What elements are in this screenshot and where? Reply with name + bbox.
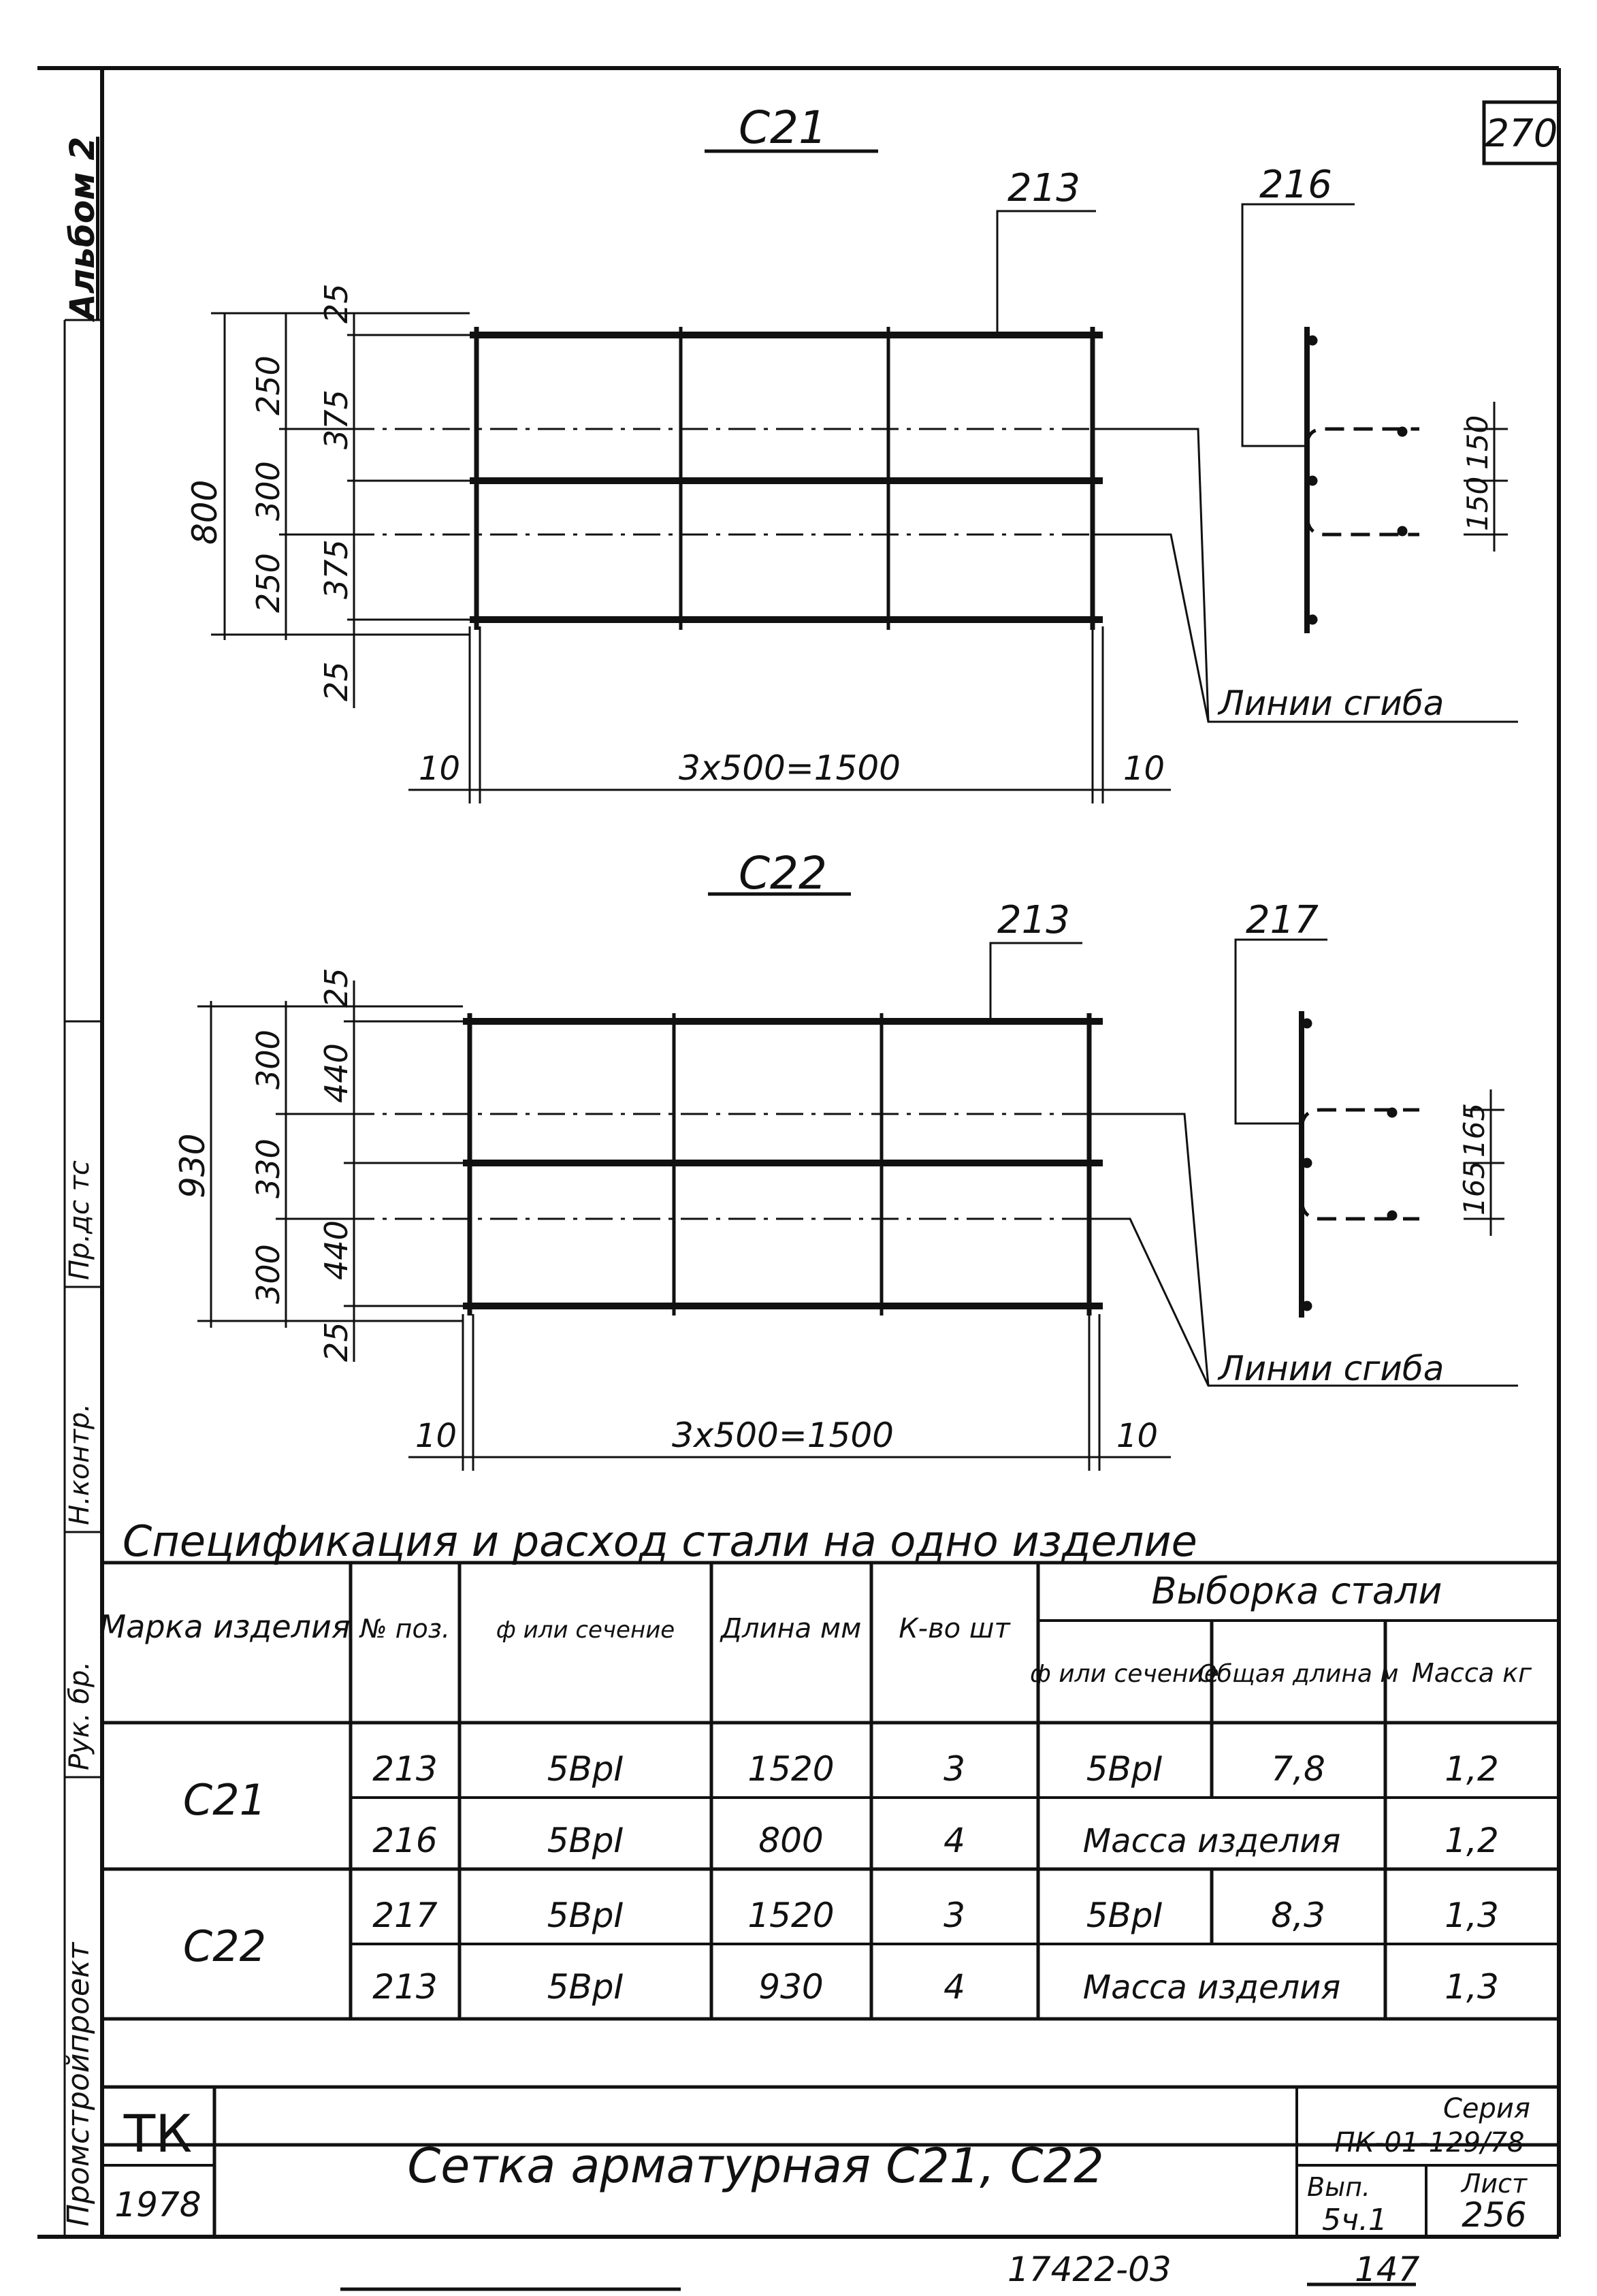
c22-section-dim-1: 165 xyxy=(1457,1160,1491,1215)
c22-section-dim-2: 165 xyxy=(1457,1102,1491,1158)
dims-left-c22 xyxy=(197,980,463,1362)
table-row xyxy=(372,1967,1498,2007)
header-selection: Выборка стали xyxy=(1151,1569,1442,1612)
title-year: 1978 xyxy=(114,2185,201,2225)
c21-bend-label: Линии сгиба xyxy=(1219,684,1445,723)
c22-dim-left-3: 300 xyxy=(250,1244,287,1304)
album-label: Альбом 2 xyxy=(63,136,102,320)
leaders-c21 xyxy=(997,204,1355,446)
cell-sel-mass: 1,3 xyxy=(1445,1896,1499,1935)
header-sel-length: Общая длина м xyxy=(1197,1660,1399,1688)
header-sel-section: ф или сечение xyxy=(1030,1660,1219,1688)
title-org: ТК xyxy=(123,2103,193,2164)
c21-section-dim-1: 150 xyxy=(1461,476,1494,531)
cell-count: 4 xyxy=(943,1967,965,2007)
c22-dim-bottom-right: 10 xyxy=(1116,1417,1159,1455)
cell-sel-mass: 1,2 xyxy=(1445,1749,1499,1789)
header-mark: Марка изделия xyxy=(99,1608,351,1645)
spec-table-header xyxy=(99,1569,1532,1688)
drawing-c21 xyxy=(185,101,1518,803)
c21-dim-right-4: 25 xyxy=(318,661,355,701)
product-mark: С22 xyxy=(182,1922,267,1971)
c22-dim-left-2: 330 xyxy=(250,1138,287,1198)
c22-dim-bottom-span: 3x500=1500 xyxy=(672,1416,894,1455)
cell-sel-section: 5ВрI xyxy=(1086,1749,1163,1789)
series-label: Серия xyxy=(1443,2093,1530,2124)
bottom-code: 17422-03 xyxy=(1007,2250,1172,2289)
cell-pos: 213 xyxy=(372,1749,438,1789)
cell-mass-label: Масса изделия xyxy=(1082,1822,1341,1860)
c21-dim-left-2: 300 xyxy=(250,461,287,521)
mesh-c22 xyxy=(300,1013,1518,1386)
cell-pos: 217 xyxy=(372,1896,438,1935)
header-section: ф или сечение xyxy=(496,1616,675,1644)
cell-count: 4 xyxy=(943,1821,965,1860)
header-sel-mass: Масса кг xyxy=(1411,1658,1532,1688)
leaders-c22 xyxy=(990,940,1327,1123)
c21-position-mesh: 213 xyxy=(1007,166,1080,210)
c22-position-bend: 217 xyxy=(1246,898,1319,942)
spec-title: Спецификация и расход стали на одно изделие xyxy=(123,1516,1197,1566)
cell-length: 800 xyxy=(758,1821,824,1860)
bottom-page: 147 xyxy=(1355,2250,1420,2289)
c22-dim-right-1: 25 xyxy=(318,968,355,1008)
table-row xyxy=(372,1896,1498,1935)
cell-pos: 216 xyxy=(372,1821,438,1860)
cell-sel-length: 8,3 xyxy=(1271,1896,1325,1935)
c22-dim-right-2: 440 xyxy=(318,1043,355,1103)
cell-section: 5ВрI xyxy=(547,1896,624,1935)
c21-dim-left-3: 250 xyxy=(250,553,287,613)
mesh-c21 xyxy=(300,327,1518,722)
c21-dim-left-1: 250 xyxy=(250,355,287,415)
c21-dim-right-1: 25 xyxy=(318,283,355,323)
cell-pos: 213 xyxy=(372,1967,438,2007)
c22-bend-label: Линии сгиба xyxy=(1219,1349,1445,1388)
cell-length: 1520 xyxy=(747,1749,835,1789)
product-mark: С21 xyxy=(182,1775,267,1825)
c21-dim-bottom-left: 10 xyxy=(419,750,461,788)
spec-product-c22 xyxy=(183,1896,1499,2007)
c22-dim-right-4: 25 xyxy=(318,1322,355,1362)
c22-dim-total: 930 xyxy=(173,1133,212,1198)
cell-section: 5ВрI xyxy=(547,1967,624,2007)
cell-sel-section: 5ВрI xyxy=(1086,1896,1163,1935)
c21-dim-bottom-span: 3x500=1500 xyxy=(679,748,901,788)
cell-sel-length: 7,8 xyxy=(1271,1749,1325,1789)
c21-dim-right-2: 375 xyxy=(318,389,355,449)
header-count: К-во шт xyxy=(899,1613,1010,1644)
sheet-number-box xyxy=(1484,102,1559,163)
issue-value: 5ч.1 xyxy=(1322,2203,1387,2237)
c21-position-bend: 216 xyxy=(1259,163,1332,207)
cell-mass-label: Масса изделия xyxy=(1082,1968,1341,2007)
cell-length: 930 xyxy=(758,1967,824,2007)
cell-count: 3 xyxy=(943,1749,965,1789)
cell-section: 5ВрI xyxy=(547,1821,624,1860)
drawing-c22-mark: С22 xyxy=(738,847,828,899)
c22-dim-left-1: 300 xyxy=(250,1030,287,1089)
sheet-number: 270 xyxy=(1485,112,1558,156)
sheet-value: 256 xyxy=(1462,2195,1527,2235)
title-main: Сетка арматурная С21, С22 xyxy=(407,2138,1104,2194)
header-length: Длина мм xyxy=(720,1613,862,1644)
c21-dim-total: 800 xyxy=(185,479,225,545)
left-strip-label-2: Н.контр. xyxy=(64,1403,95,1525)
cell-section: 5ВрI xyxy=(547,1749,624,1789)
c22-position-mesh: 213 xyxy=(997,898,1070,942)
left-strip-label-4: Промстройпроект xyxy=(61,1942,96,2227)
c22-dim-bottom-left: 10 xyxy=(415,1417,457,1455)
drawing-c22 xyxy=(173,847,1518,1471)
cell-mass: 1,3 xyxy=(1445,1967,1499,2007)
table-row xyxy=(372,1821,1498,1860)
c21-dim-bottom-right: 10 xyxy=(1123,750,1165,788)
left-strip-label-1: Пр.дс тс xyxy=(64,1160,95,1280)
spec-product-c21 xyxy=(183,1749,1499,1860)
series-value: ПК-01-129/78 xyxy=(1334,2127,1525,2158)
drawing-c21-mark: С21 xyxy=(738,101,828,154)
c21-dim-right-3: 375 xyxy=(318,539,355,599)
sheet-label: Лист xyxy=(1461,2169,1528,2199)
left-strip-label-3: Рук. бр. xyxy=(64,1661,95,1770)
cell-count: 3 xyxy=(943,1896,965,1935)
issue-label: Вып. xyxy=(1307,2172,1370,2202)
header-pos: № поз. xyxy=(360,1614,450,1644)
table-row xyxy=(372,1749,1498,1789)
c21-section-dim-2: 150 xyxy=(1461,415,1494,470)
cell-mass: 1,2 xyxy=(1445,1821,1499,1860)
cell-length: 1520 xyxy=(747,1896,835,1935)
c22-dim-right-3: 440 xyxy=(318,1220,355,1280)
